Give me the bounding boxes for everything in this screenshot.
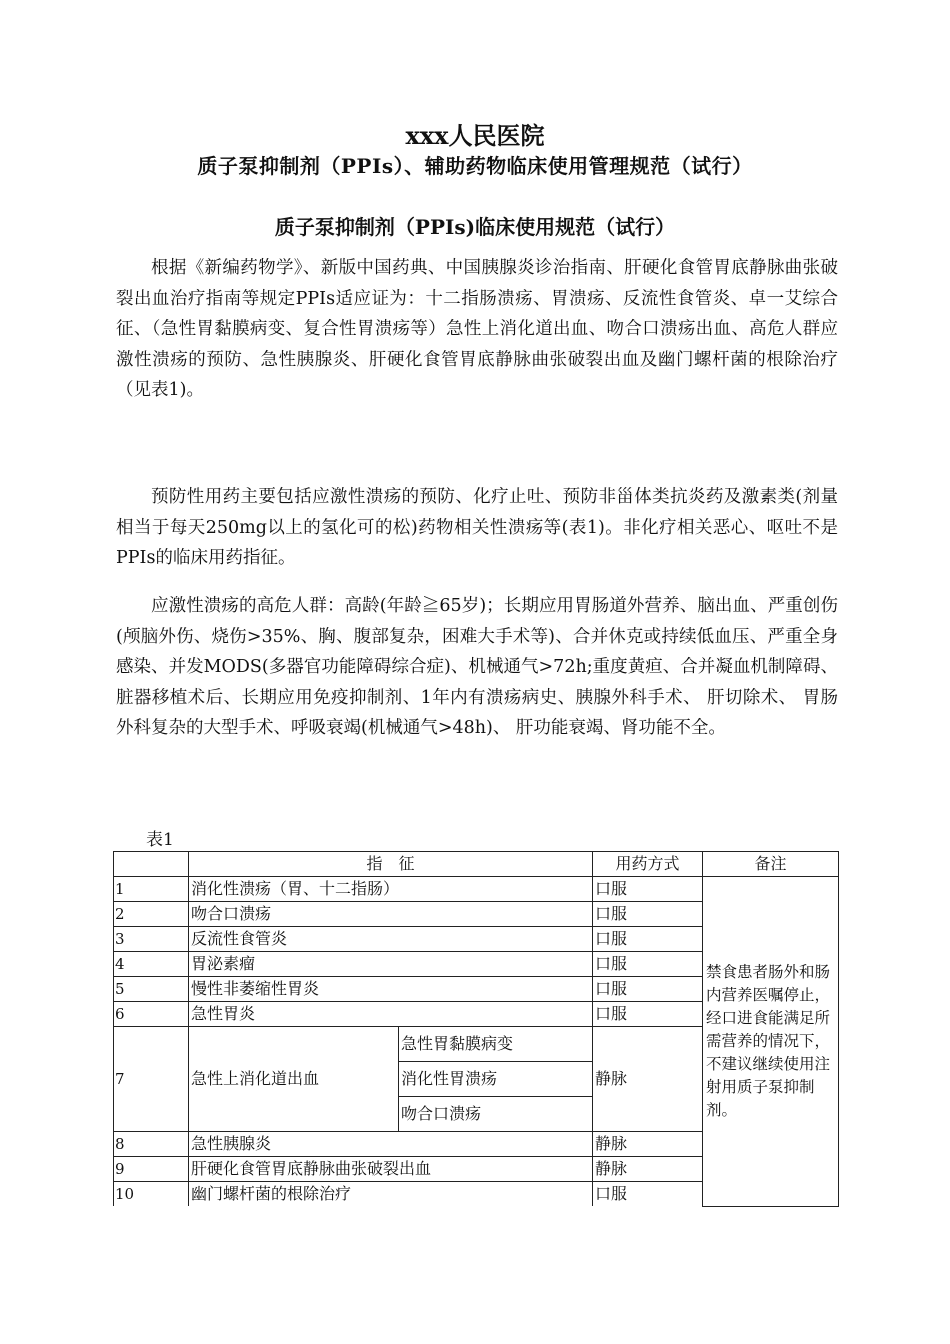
row-route: 口服 bbox=[593, 927, 703, 952]
table-label: 表1 bbox=[146, 830, 174, 850]
row-number: 2 bbox=[114, 902, 189, 927]
row-route: 静脉 bbox=[593, 1157, 703, 1182]
row-sub-indication: 急性胃黏膜病变 bbox=[399, 1027, 593, 1062]
row-indication: 胃泌素瘤 bbox=[189, 952, 593, 977]
row-indication: 吻合口溃疡 bbox=[189, 902, 593, 927]
table-row bbox=[114, 877, 839, 902]
row-indication: 慢性非萎缩性胃炎 bbox=[189, 977, 593, 1002]
row-number: 6 bbox=[114, 1002, 189, 1027]
row-indication: 幽门螺杆菌的根除治疗 bbox=[189, 1182, 593, 1207]
row-route: 口服 bbox=[593, 1182, 703, 1207]
row-number: 1 bbox=[114, 877, 189, 902]
row-route: 口服 bbox=[593, 1002, 703, 1027]
section-title: 质子泵抑制剂（PPIs)临床使用规范（试行） bbox=[274, 215, 676, 239]
paragraph-high-risk: 应激性溃疡的高危人群：高龄(年龄≧65岁)；长期应用胃肠道外营养、脑出血、严重创伤(颅脑外伤、烧伤>35%、胸、腹部复杂，困难大手术等)、合并休克或持续低血压、严重全身感染、并发MODS(多器官功能障碍综合症)、机械通气>72h;重度黄疸、合并凝血机制障碍、脏器移植术后、长期应用免疫抑制剂、1年内有溃疡病史、胰腺外科手术、 肝切除术、 胃肠外科复杂的大型手术、呼吸衰竭(机械通气>48h)、 肝功能衰竭、肾功能不全。 bbox=[116, 596, 838, 739]
row-indication: 消化性溃疡（胃、十二指肠） bbox=[189, 877, 593, 902]
row-route: 口服 bbox=[593, 902, 703, 927]
row-number: 7 bbox=[114, 1027, 189, 1132]
row-number: 9 bbox=[114, 1157, 189, 1182]
row-number: 4 bbox=[114, 952, 189, 977]
header-indication: 指 征 bbox=[189, 852, 593, 877]
row-number: 3 bbox=[114, 927, 189, 952]
row-route: 静脉 bbox=[593, 1027, 703, 1132]
row-indication: 急性上消化道出血 bbox=[189, 1027, 399, 1132]
row-indication: 肝硬化食管胃底静脉曲张破裂出血 bbox=[189, 1157, 593, 1182]
header-note: 备注 bbox=[703, 852, 839, 877]
row-indication: 反流性食管炎 bbox=[189, 927, 593, 952]
note-cell: 禁食患者肠外和肠内营养医嘱停止，经口进食能满足所需营养的情况下，不建议继续使用注射用质子泵抑制剂。 bbox=[703, 877, 839, 1207]
row-route: 口服 bbox=[593, 952, 703, 977]
row-route: 静脉 bbox=[593, 1132, 703, 1157]
row-indication: 急性胰腺炎 bbox=[189, 1132, 593, 1157]
row-sub-indication: 吻合口溃疡 bbox=[399, 1097, 593, 1132]
document-title: 质子泵抑制剂（PPIs）、辅助药物临床使用管理规范（试行） bbox=[197, 154, 753, 178]
paragraph-indications: 根据《新编药物学》、新版中国药典、中国胰腺炎诊治指南、肝硬化食管胃底静脉曲张破裂出血治疗指南等规定PPIs适应证为：十二指肠溃疡、胃溃疡、反流性食管炎、卓一艾综合征、（急性胃黏膜病变、复合性胃溃疡等）急性上消化道出血、吻合口溃疡出血、高危人群应激性溃疡的预防、急性胰腺炎、肝硬化食管胃底静脉曲张破裂出血及幽门螺杆菌的根除治疗（见表1)。 bbox=[116, 258, 838, 401]
indication-table bbox=[113, 851, 839, 1207]
row-sub-indication: 消化性胃溃疡 bbox=[399, 1062, 593, 1097]
table-header-row bbox=[114, 852, 839, 877]
row-number: 10 bbox=[114, 1182, 189, 1207]
row-indication: 急性胃炎 bbox=[189, 1002, 593, 1027]
row-route: 口服 bbox=[593, 977, 703, 1002]
paragraph-prophylaxis: 预防性用药主要包括应激性溃疡的预防、化疗止吐、预防非甾体类抗炎药及激素类(剂量相当于每天250mg以上的氢化可的松)药物相关性溃疡等(表1)。非化疗相关恶心、呕吐不是PPIs的临床用药指征。 bbox=[116, 487, 838, 569]
row-number: 5 bbox=[114, 977, 189, 1002]
hospital-title: xxx人民医院 bbox=[405, 121, 545, 150]
row-number: 8 bbox=[114, 1132, 189, 1157]
row-route: 口服 bbox=[593, 877, 703, 902]
header-route: 用药方式 bbox=[593, 852, 703, 877]
